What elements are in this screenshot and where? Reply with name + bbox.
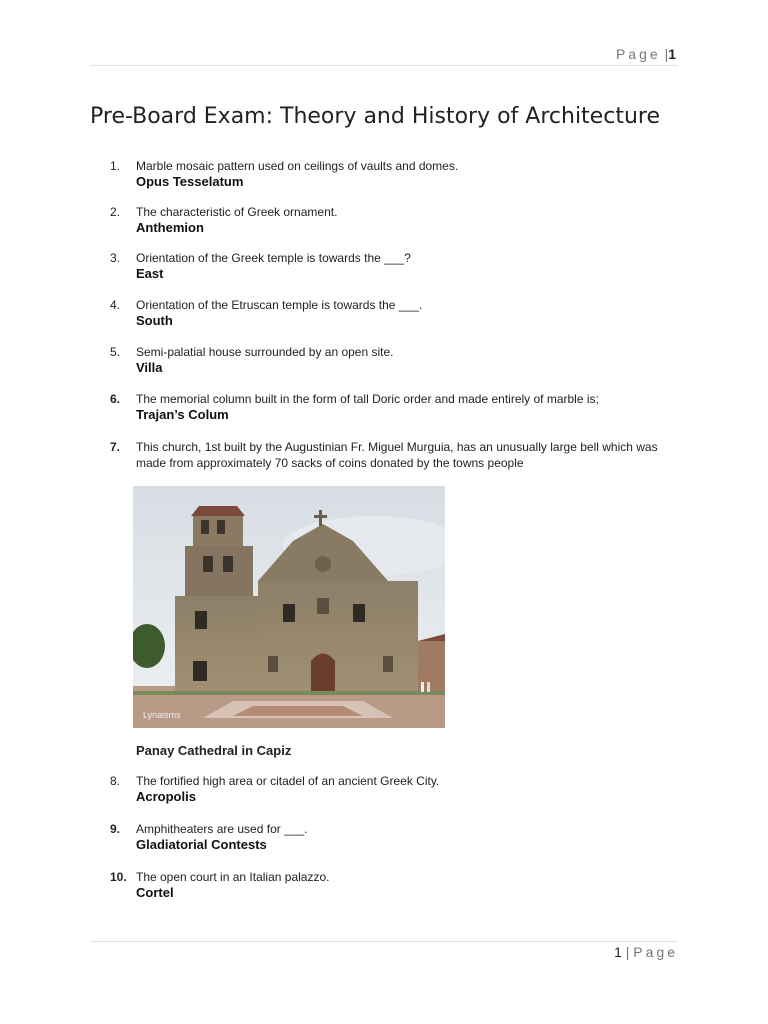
footer-page-number: 1 (614, 944, 622, 960)
header-page-word: Page (615, 46, 661, 62)
photo-watermark: Lynaisms (143, 710, 181, 720)
question-2 (110, 204, 680, 236)
question-answer: Villa (136, 360, 163, 375)
question-text: Semi-palatial house surrounded by an open site. (136, 345, 394, 359)
question-number: 5. (110, 345, 121, 359)
page-header (616, 46, 676, 62)
question-answer: Opus Tesselatum (136, 174, 244, 189)
question-answer: Cortel (136, 885, 174, 900)
question-7 (110, 439, 680, 471)
church-photo (133, 486, 445, 728)
question-text: Orientation of the Etruscan temple is towards the ___. (136, 298, 423, 312)
question-4 (110, 297, 680, 329)
question-text: The open court in an Italian palazzo. (136, 870, 330, 884)
footer-page-word: Page (633, 944, 678, 960)
question-number: 6. (110, 392, 121, 406)
question-number: 3. (110, 251, 121, 265)
question-text: The memorial column built in the form of tall Doric order and made entirely of marble is; (136, 392, 599, 406)
question-answer: Anthemion (136, 220, 204, 235)
church-illustration (133, 486, 445, 728)
header-rule (90, 65, 678, 66)
question-number: 9. (110, 822, 121, 836)
question-answer: South (136, 313, 173, 328)
question-9 (110, 821, 680, 853)
photo-caption: Panay Cathedral in Capiz (136, 743, 292, 758)
page-title: Pre-Board Exam: Theory and History of Architecture (90, 104, 660, 129)
question-text: Marble mosaic pattern used on ceilings of vaults and domes. (136, 159, 459, 173)
question-1 (110, 158, 680, 190)
question-answer: Gladiatorial Contests (136, 837, 267, 852)
question-answer: Trajan’s Colum (136, 407, 229, 422)
question-5 (110, 344, 680, 376)
question-text: Amphitheaters are used for ___. (136, 822, 308, 836)
page-footer (614, 944, 678, 960)
header-page-number: 1 (668, 46, 676, 62)
question-number: 7. (110, 440, 121, 454)
question-text: The characteristic of Greek ornament. (136, 205, 338, 219)
question-3 (110, 250, 680, 282)
question-10 (110, 869, 680, 901)
footer-rule (90, 941, 678, 942)
header-separator: | (664, 46, 669, 62)
question-number: 2. (110, 205, 121, 219)
question-number: 8. (110, 774, 121, 788)
question-8 (110, 773, 680, 805)
question-answer: East (136, 266, 164, 281)
question-text: Orientation of the Greek temple is towards the ___? (136, 251, 411, 265)
question-text: The fortified high area or citadel of an ancient Greek City. (136, 774, 440, 788)
question-6 (110, 391, 680, 423)
question-number: 1. (110, 159, 121, 173)
question-number: 4. (110, 298, 121, 312)
question-number: 10. (110, 870, 127, 884)
footer-separator: | (625, 944, 630, 960)
question-text: This church, 1st built by the Augustinian Fr. Miguel Murguia, has an unusually large bell which was made from approximately 70 sacks of coins donated by the towns people (136, 440, 658, 470)
question-answer: Acropolis (136, 789, 196, 804)
